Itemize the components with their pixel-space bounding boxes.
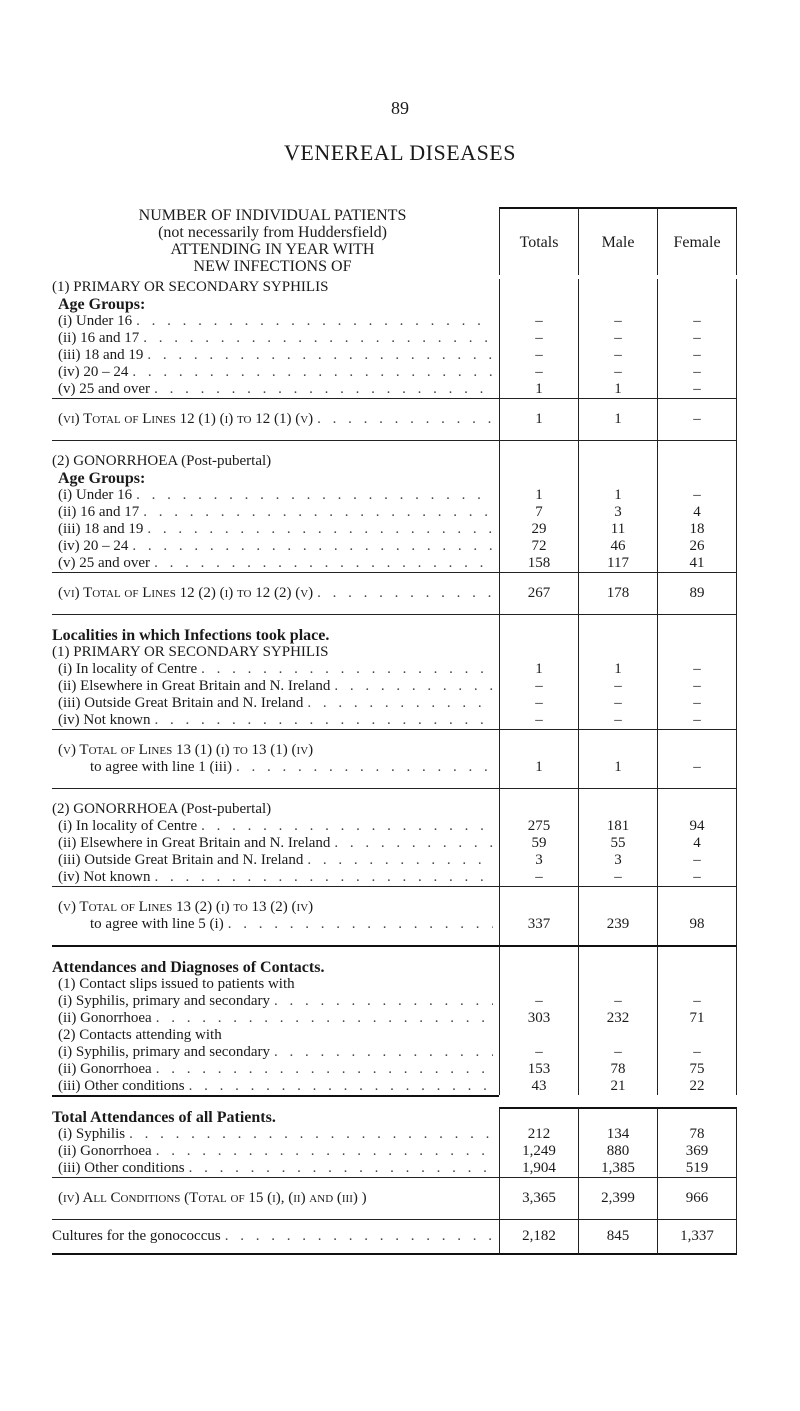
- venereal-diseases-table: [52, 207, 734, 1255]
- section-subheading: Age Groups:: [58, 296, 146, 313]
- cell-male: 178: [578, 572, 657, 614]
- cell-total: 3,365: [499, 1177, 578, 1219]
- cell-male: 845: [578, 1219, 657, 1255]
- cell-total: 59: [531, 835, 547, 851]
- cell-male: 3: [614, 504, 622, 520]
- section-title: Attendances and Diagnoses of Contacts.: [52, 959, 325, 976]
- cultures-row: [52, 1219, 734, 1255]
- section-title: Total Attendances of all Patients.: [52, 1109, 276, 1126]
- cell-total: 2,182: [499, 1219, 578, 1255]
- cell-male: –: [614, 712, 622, 728]
- total-row: [52, 729, 734, 788]
- cell-female: –: [693, 1044, 701, 1060]
- cell-female: 71: [689, 1010, 705, 1026]
- section-subheading: Age Groups:: [58, 470, 146, 487]
- total-row: [52, 398, 734, 440]
- row-label: (iii) Outside Great Britain and N. Ireland: [58, 695, 304, 711]
- row-label: (iii) Other conditions: [58, 1078, 185, 1094]
- cell-male: –: [614, 330, 622, 346]
- row-label: (iv) 20 – 24: [58, 364, 129, 380]
- cell-female: 966: [657, 1177, 737, 1219]
- row-label: (v) 25 and over: [58, 555, 151, 571]
- cell-total: 212: [527, 1126, 551, 1142]
- cell-male: 2,399: [578, 1177, 657, 1219]
- section-heading: (2) GONORRHOEA (Post-pubertal): [52, 453, 272, 469]
- cell-total: 1: [499, 398, 578, 440]
- cell-female: –: [657, 729, 737, 788]
- table-header: [52, 207, 734, 275]
- header-label: [52, 207, 499, 275]
- cell-total: –: [535, 993, 543, 1009]
- cell-female: 89: [657, 572, 737, 614]
- cell-male: 1: [614, 381, 622, 397]
- row-label: (ii) Gonorrhoea: [58, 1143, 152, 1159]
- cell-female: –: [693, 364, 701, 380]
- row-label: (i) Under 16: [58, 487, 133, 503]
- cell-female: –: [657, 398, 737, 440]
- header-line: ATTENDING IN YEAR WITH: [170, 241, 375, 258]
- cell-male: 1,385: [601, 1160, 635, 1176]
- row-label: (ii) Gonorrhoea: [58, 1010, 152, 1026]
- cell-female: 78: [689, 1126, 705, 1142]
- cell-male: 1: [578, 398, 657, 440]
- cell-total: –: [535, 330, 543, 346]
- cell-male: 21: [610, 1078, 626, 1094]
- cell-total: 1: [499, 729, 578, 788]
- row-label: (i) Syphilis, primary and secondary: [58, 1044, 271, 1060]
- section-localities-syphilis: [52, 614, 734, 661]
- row-label: (iv) Not known: [58, 712, 151, 728]
- cell-female: –: [693, 712, 701, 728]
- row-label: (ii) 16 and 17: [58, 504, 140, 520]
- row-label: (i) Syphilis, primary and secondary: [58, 993, 271, 1009]
- section-gonorrhoea-age: [52, 440, 734, 487]
- cell-female: 98: [657, 886, 737, 945]
- cell-total: –: [535, 712, 543, 728]
- col-totals-header: Totals: [499, 207, 578, 275]
- page-number: 89: [391, 98, 409, 118]
- cell-total: 158: [527, 555, 551, 571]
- cell-male: 117: [607, 555, 629, 571]
- row-label: (v) Total of Lines 13 (1) (i) to 13 (1) (iv): [58, 742, 314, 758]
- cell-male: 1: [578, 729, 657, 788]
- row-label: (v) 25 and over: [58, 381, 151, 397]
- cell-total: 1: [535, 661, 543, 677]
- cell-male: –: [614, 1044, 622, 1060]
- cell-total: 1,904: [522, 1160, 556, 1176]
- section-heading: (2) GONORRHOEA (Post-pubertal): [52, 801, 272, 817]
- header-line: (not necessarily from Huddersfield): [158, 224, 387, 241]
- cell-male: 11: [610, 521, 626, 537]
- cell-female: –: [693, 347, 701, 363]
- row-label: (iv) Not known: [58, 869, 151, 885]
- cell-female: 22: [689, 1078, 705, 1094]
- row-label: (iii) 18 and 19: [58, 521, 144, 537]
- cell-female: –: [693, 869, 701, 885]
- table-row: [52, 993, 734, 1095]
- row-label: (iii) 18 and 19: [58, 347, 144, 363]
- table-row: [52, 487, 734, 572]
- cell-total: 43: [531, 1078, 547, 1094]
- cell-female: 75: [689, 1061, 705, 1077]
- cell-female: –: [693, 381, 701, 397]
- row-label: (ii) Elsewhere in Great Britain and N. Ireland: [58, 835, 331, 851]
- cell-total: 303: [527, 1010, 551, 1026]
- row-label: (iv) 20 – 24: [58, 538, 129, 554]
- header-line: NUMBER OF INDIVIDUAL PATIENTS: [138, 207, 407, 224]
- cell-total: –: [535, 364, 543, 380]
- section-syphilis-age: [52, 279, 734, 313]
- cell-female: 4: [693, 504, 701, 520]
- header-line: NEW INFECTIONS OF: [193, 258, 352, 275]
- cell-female: –: [693, 993, 701, 1009]
- cell-female: –: [693, 313, 701, 329]
- cell-total: –: [535, 678, 543, 694]
- cell-male: 134: [606, 1126, 630, 1142]
- cell-total: 1: [535, 381, 543, 397]
- cell-female: 369: [685, 1143, 709, 1159]
- table-row: [52, 818, 734, 886]
- cell-male: 1: [614, 661, 622, 677]
- cell-male: 1: [614, 487, 622, 503]
- cell-female: 519: [685, 1160, 709, 1176]
- cell-male: 232: [606, 1010, 630, 1026]
- cell-total: 29: [531, 521, 547, 537]
- row-label: (iii) Other conditions: [58, 1160, 185, 1176]
- cell-female: –: [693, 487, 701, 503]
- page-title: VENEREAL DISEASES: [284, 140, 516, 165]
- row-label: to agree with line 5 (i): [90, 916, 224, 932]
- cell-male: 880: [606, 1143, 630, 1159]
- cell-total: 7: [535, 504, 543, 520]
- cell-total: –: [535, 869, 543, 885]
- cell-total: –: [535, 313, 543, 329]
- row-label: (i) Under 16: [58, 313, 133, 329]
- row-label: (iv) All Conditions (Total of 15 (i), (ii) and (iii) ): [58, 1190, 367, 1206]
- cell-male: –: [614, 869, 622, 885]
- section-localities-gonorrhoea: [52, 788, 734, 818]
- cell-total: 3: [535, 852, 543, 868]
- cell-total: 153: [527, 1061, 551, 1077]
- cell-female: 41: [689, 555, 705, 571]
- cell-total: 337: [499, 886, 578, 945]
- section-heading: (1) PRIMARY OR SECONDARY SYPHILIS: [52, 279, 329, 295]
- cell-total: –: [535, 347, 543, 363]
- cell-male: 78: [610, 1061, 626, 1077]
- row-label: (iii) Outside Great Britain and N. Ireland: [58, 852, 304, 868]
- cell-female: 1,337: [657, 1219, 737, 1255]
- row-label: (vi) Total of Lines 12 (1) (i) to 12 (1) (v): [58, 411, 314, 427]
- cell-total: –: [535, 695, 543, 711]
- section-heading: (1) PRIMARY OR SECONDARY SYPHILIS: [52, 644, 329, 660]
- cell-male: –: [614, 364, 622, 380]
- section-subheading: (1) Contact slips issued to patients with: [58, 976, 295, 992]
- cell-male: 46: [610, 538, 626, 554]
- row-label: (i) Syphilis: [58, 1126, 126, 1142]
- cell-female: –: [693, 695, 701, 711]
- section-subheading: (2) Contacts attending with: [58, 1027, 222, 1043]
- cell-total: 275: [527, 818, 551, 834]
- row-label: to agree with line 1 (iii): [90, 759, 233, 775]
- cell-male: 181: [606, 818, 630, 834]
- table-row: [52, 1126, 734, 1177]
- cell-female: –: [693, 678, 701, 694]
- total-row: [52, 572, 734, 614]
- cell-female: –: [693, 852, 701, 868]
- cell-total: 1,249: [522, 1143, 556, 1159]
- cell-female: 18: [689, 521, 705, 537]
- cell-male: 3: [614, 852, 622, 868]
- cell-female: 4: [693, 835, 701, 851]
- cell-female: –: [693, 330, 701, 346]
- row-label: (vi) Total of Lines 12 (2) (i) to 12 (2) (v): [58, 585, 314, 601]
- cell-male: –: [614, 993, 622, 1009]
- cell-male: –: [614, 347, 622, 363]
- cell-male: –: [614, 678, 622, 694]
- cell-female: 26: [689, 538, 705, 554]
- total-row: [52, 1177, 734, 1219]
- cell-total: 72: [531, 538, 547, 554]
- row-label: Cultures for the gonococcus: [52, 1228, 221, 1244]
- table-row: [52, 661, 734, 729]
- section-title: Localities in which Infections took place.: [52, 627, 330, 644]
- cell-male: 55: [610, 835, 626, 851]
- section-total-attendances: [52, 1095, 734, 1126]
- cell-female: 94: [689, 818, 705, 834]
- total-row: [52, 886, 734, 945]
- cell-total: –: [535, 1044, 543, 1060]
- col-male-header: Male: [578, 207, 657, 275]
- cell-male: –: [614, 695, 622, 711]
- row-label: (v) Total of Lines 13 (2) (i) to 13 (2) (iv): [58, 899, 314, 915]
- section-contacts: [52, 945, 734, 993]
- cell-total: 1: [535, 487, 543, 503]
- cell-total: 267: [499, 572, 578, 614]
- row-label: (ii) Elsewhere in Great Britain and N. Ireland: [58, 678, 331, 694]
- row-label: (ii) 16 and 17: [58, 330, 140, 346]
- row-label: (ii) Gonorrhoea: [58, 1061, 152, 1077]
- row-label: (i) In locality of Centre: [58, 661, 198, 677]
- cell-male: 239: [578, 886, 657, 945]
- cell-female: –: [693, 661, 701, 677]
- table-row: [52, 313, 734, 398]
- cell-male: –: [614, 313, 622, 329]
- row-label: (i) In locality of Centre: [58, 818, 198, 834]
- col-female-header: Female: [657, 207, 737, 275]
